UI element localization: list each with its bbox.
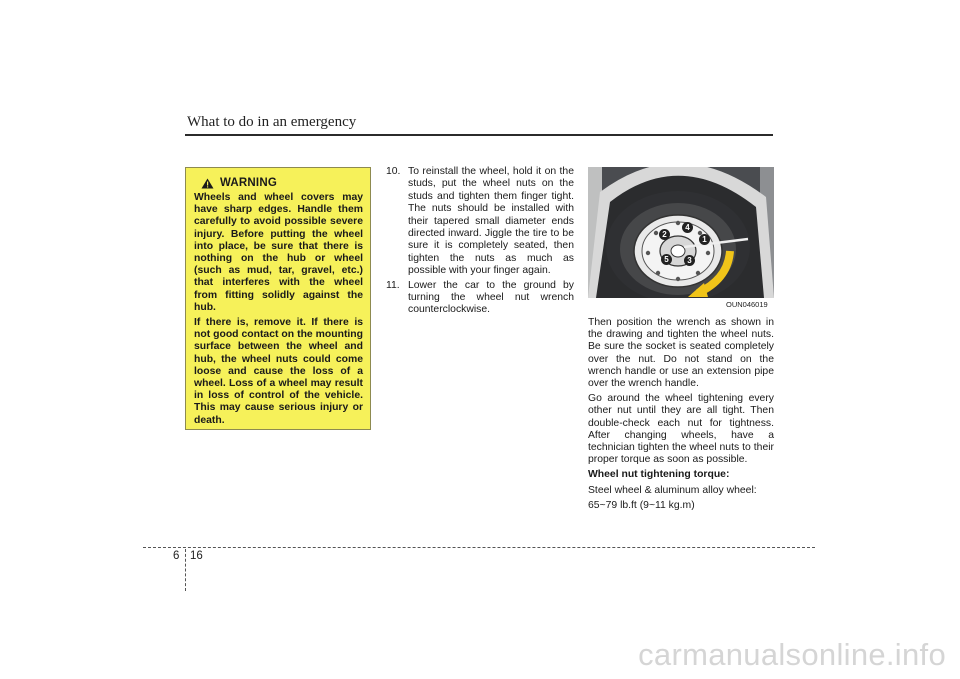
- section-title: What to do in an emergency: [187, 114, 357, 130]
- chapter-number: 6: [173, 550, 180, 562]
- steps-list: [386, 166, 574, 319]
- nut-label: 2: [659, 229, 670, 240]
- footer-rule: [143, 547, 815, 548]
- watermark: carmanualsonline.info: [638, 637, 946, 672]
- step-number: 10.: [386, 166, 401, 177]
- body-text: [588, 317, 774, 515]
- torque-value: 65~79 lb.ft (9~11 kg.m): [588, 499, 695, 511]
- body-paragraph: Go around the wheel tightening every other nut until they are all tight. Then double-check each nut for tightness. After changing wheels, have a technician tighten the wheel nuts to their proper torque as soon as possible.: [588, 393, 774, 466]
- wheel-illustration: [588, 167, 774, 298]
- step-item: [386, 280, 574, 317]
- nut-label: 4: [682, 222, 693, 233]
- body-paragraph: Then position the wrench as shown in the drawing and tighten the wheel nuts. Be sure the socket is seated completely over the nut. Do not stand on the wrench handle or use an extension pipe over the wrench handle.: [588, 317, 774, 390]
- step-text: Lower the car to the ground by turning the wheel nut wrench counterclockwise.: [408, 279, 574, 316]
- warning-paragraph: Wheels and wheel covers may have sharp edges. Handle them carefully to avoid possible severe injury. Before putting the wheel into place, be sure that there is nothing on the hub or wheel (such as mud, tar, gravel, etc.) that interferes with the wheel from fitting solidly against the hub.: [194, 192, 363, 313]
- step-number: 11.: [386, 279, 400, 291]
- header-rule: [185, 134, 773, 136]
- nut-labels: [588, 167, 774, 298]
- nut-label: 3: [684, 255, 695, 266]
- warning-box: [185, 167, 371, 430]
- warning-title: WARNING: [220, 177, 277, 189]
- figure-code: OUN046019: [726, 300, 768, 309]
- torque-heading: Wheel nut tightening torque:: [588, 469, 730, 481]
- step-text: To reinstall the wheel, hold it on the studs, put the wheel nuts on the studs and tighten them finger tight. The nuts should be installed with their tapered small diameter ends directed inward. Jiggle the tire to be sure it is completely seated, then tighten the nuts as much as possible with your finger again.: [408, 166, 574, 277]
- torque-subheading: Steel wheel & aluminum alloy wheel:: [588, 484, 757, 496]
- page-number: 16: [190, 550, 203, 562]
- nut-label: 5: [661, 254, 672, 265]
- warning-header: [201, 177, 363, 189]
- warning-paragraph: If there is, remove it. If there is not good contact on the mounting surface between the wheel and hub, the wheel nuts could come loose and cause the loss of a wheel. Loss of a wheel may result in loss of control of the vehicle. This may cause serious injury or death.: [194, 317, 363, 426]
- footer-divider: [185, 549, 186, 591]
- nut-label: 1: [699, 234, 710, 245]
- warning-triangle-icon: [201, 178, 214, 189]
- warning-text: [194, 192, 363, 427]
- step-item: [386, 166, 574, 278]
